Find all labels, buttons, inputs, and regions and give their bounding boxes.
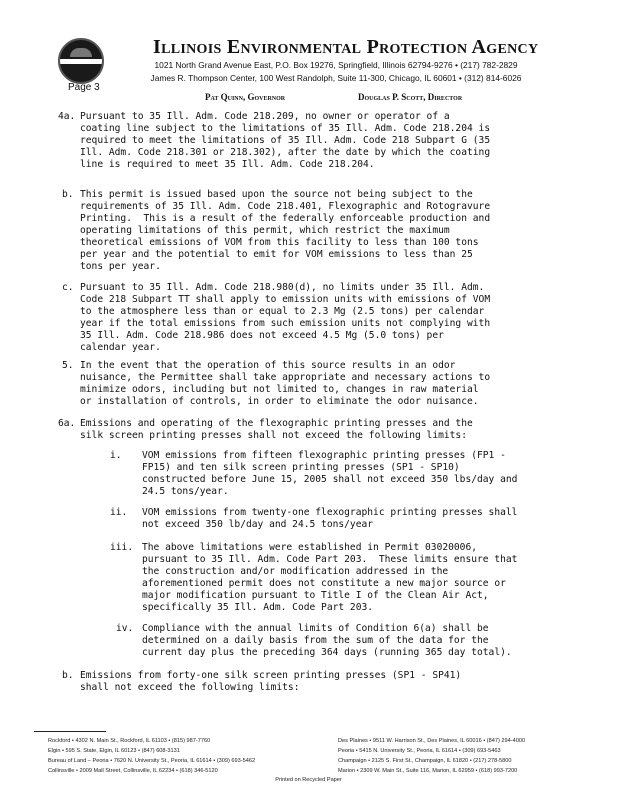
subitem-number: iii.: [110, 542, 134, 553]
subitem-line: The above limitations were established in Permit 03020006,: [142, 542, 478, 553]
subitem-line: current day plus the preceding 364 days (running 365 day total).: [142, 647, 512, 658]
subitem-line: not exceed 350 lb/day and 24.5 tons/year: [142, 519, 374, 530]
subitem-line: determined on a daily basis from the sum of the data for the: [142, 635, 489, 646]
subitem-number: i.: [110, 450, 122, 461]
subitem-line: major modification pursuant to Title I of the Clean Air Act,: [142, 590, 489, 601]
footer-offices-left: [48, 736, 255, 776]
subitem-line: FP15) and ten silk screen printing presses (SP1 - SP10): [142, 462, 460, 473]
condition-line: year if the total emissions from such emission units not complying with: [80, 318, 491, 329]
subitem-number: ii.: [110, 507, 128, 518]
condition-line: Pursuant to 35 Ill. Adm. Code 218.209, no owner or operator of a: [80, 111, 450, 122]
condition-line: silk screen printing presses shall not exceed the following limits:: [80, 430, 467, 441]
subitem-line: Compliance with the annual limits of Condition 6(a) shall be: [142, 623, 489, 634]
condition-line: operating limitations of this permit, which restrict the maximum: [80, 225, 450, 236]
subitem-line: the construction and/or modification addressed in the: [142, 566, 449, 577]
condition-line: per year and the potential to emit for VOM emissions to less than 25: [80, 249, 473, 260]
condition-line: to the atmosphere less than or equal to 2.3 Mg (2.5 tons) per calendar: [80, 306, 485, 317]
director-name: Douglas P. Scott, Director: [358, 92, 463, 102]
footer-office: Elgin • 595 S. State, Elgin, IL 60123 • (847) 608-3131: [48, 748, 180, 754]
address-springfield: 1021 North Grand Avenue East, P.O. Box 19276, Springfield, Illinois 62794-9276 • (217) 782-2829: [154, 60, 518, 70]
condition-line: coating line subject to the limitations of 35 Ill. Adm. Code 218.204 is: [80, 123, 491, 134]
footer-divider: [34, 731, 106, 732]
agency-name: Illinois Environmental Protection Agency: [153, 36, 539, 58]
subitem-number: iv.: [116, 623, 134, 634]
governor-name: Pat Quinn, Governor: [205, 92, 286, 102]
subitem-line: constructed before June 15, 2005 shall not exceed 350 lbs/day and: [142, 474, 518, 485]
footer-office: Marion • 2309 W. Main St., Suite 116, Marion, IL 62959 • (618) 993-7200: [338, 768, 518, 774]
subitem-line: VOM emissions from fifteen flexographic printing presses (FP1 -: [142, 450, 506, 461]
footer-office: Peoria • 5415 N. University St., Peoria, IL 61614 • (309) 693-5463: [338, 748, 501, 754]
condition-line: In the event that the operation of this source results in an odor: [80, 360, 456, 371]
footer-offices-right: [338, 736, 525, 776]
subitem-line: VOM emissions from twenty-one flexographic printing presses shall: [142, 507, 518, 518]
footer-office: Des Plaines • 9511 W. Harrison St., Des Plaines, IL 60016 • (847) 294-4000: [338, 738, 526, 744]
condition-line: requirements of 35 Ill. Adm. Code 218.401, Flexographic and Rotogravure: [80, 201, 491, 212]
page-number: Page 3: [68, 82, 100, 93]
footer-office: Champaign • 2125 S. First St., Champaign, IL 61820 • (217) 278-5800: [338, 758, 512, 764]
subitem-line: aforementioned permit does not constitute a new major source or: [142, 578, 506, 589]
condition-line: nuisance, the Permittee shall take appropriate and necessary actions to: [80, 372, 491, 383]
footer-office: Collinsville • 2009 Mall Street, Collinsville, IL 62234 • (618) 346-5120: [48, 768, 218, 774]
condition-number: 6a.: [58, 418, 76, 429]
condition-line: tons per year.: [80, 261, 161, 272]
condition-line: line is required to meet 35 Ill. Adm. Code 218.204.: [80, 159, 375, 170]
condition-line: Printing. This is a result of the federally enforceable production and: [80, 213, 491, 224]
condition-line: shall not exceed the following limits:: [80, 682, 300, 693]
condition-line: or installation of controls, in order to eliminate the odor nuisance.: [80, 396, 479, 407]
condition-number: 4a.: [58, 111, 76, 122]
recycled-paper-note: Printed on Recycled Paper: [275, 777, 342, 783]
subitem-line: 24.5 tons/year.: [142, 486, 229, 497]
condition-number: b.: [62, 670, 74, 681]
subitem-line: specifically 35 Ill. Adm. Code Part 203.: [142, 602, 374, 613]
condition-number: b.: [62, 189, 74, 200]
condition-line: calendar year.: [80, 342, 161, 353]
condition-number: c.: [62, 282, 74, 293]
footer-office: Rockford • 4302 N. Main St., Rockford, IL 61103 • (815) 987-7760: [48, 738, 211, 744]
condition-line: Emissions and operating of the flexographic printing presses and the: [80, 418, 473, 429]
address-chicago: James R. Thompson Center, 100 West Randolph, Suite 11-300, Chicago, IL 60601 • (312) 814-6026: [150, 73, 522, 83]
condition-line: required to meet the limitations of 35 Ill. Adm. Code 218 Subpart G (35: [80, 135, 491, 146]
condition-line: Emissions from forty-one silk screen printing presses (SP1 - SP41): [80, 670, 462, 681]
condition-line: Pursuant to 35 Ill. Adm. Code 218.980(d), no limits under 35 Ill. Adm.: [80, 282, 485, 293]
condition-line: minimize odors, including but not limited to, changes in raw material: [80, 384, 479, 395]
footer-office: Bureau of Land – Peoria • 7620 N. University St., Peoria, IL 61614 • (309) 693-5462: [48, 758, 256, 764]
condition-line: 35 Ill. Adm. Code 218.986 does not exceed 4.5 Mg (5.0 tons) per: [80, 330, 444, 341]
agency-seal-icon: [58, 38, 104, 84]
condition-line: Code 218 Subpart TT shall apply to emission units with emissions of VOM: [80, 294, 491, 305]
subitem-line: pursuant to 35 Ill. Adm. Code Part 203. These limits ensure that: [142, 554, 518, 565]
condition-number: 5.: [62, 360, 74, 371]
condition-line: Ill. Adm. Code 218.301 or 218.302), after the date by which the coating: [80, 147, 491, 158]
condition-line: This permit is issued based upon the source not being subject to the: [80, 189, 473, 200]
condition-line: theoretical emissions of VOM from this facility to less than 100 tons: [80, 237, 479, 248]
